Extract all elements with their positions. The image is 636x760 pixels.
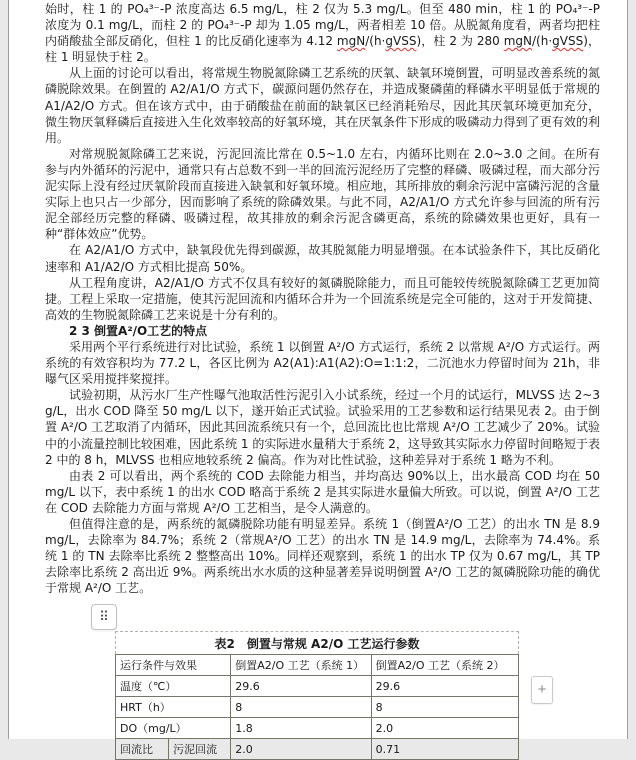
plus-icon: + (537, 681, 547, 699)
table-cell[interactable]: 2.0 (371, 718, 518, 739)
paragraph: 采用两个平行系统进行对比试验，系统 1 以倒置 A²/O 方式运行，系统 2 以常规 A²/O 方式运行。两系统的有效容积均为 77.2 L，各区比例为 A2(A1):A1(A2):O=1:1:2，二沉池水力停留时间为 21h，非曝气区采用搅拌桨搅拌。 (45, 339, 600, 387)
paragraph: 对常规脱氮除磷工艺来说，污泥回流比常在 0.5~1.0 左右，内循环比则在 2.0~3.0 之间。在所有参与内外循环的污泥中，通常只有占总数不到一半的回流污泥经历了完整的释磷、吸磷过程，而大部分污泥实际上没有经过厌氧阶段而直接进入缺氧和好氧环境。相应地，其所排放的剩余污泥中富磷污泥的含量实际上也只占一少部分，因而影响了系统的除磷效果。与此不同，A2/A1/O 方式允许参与回流的所有污泥全部经历完整的释磷、吸磷过程，故其排放的剩余污泥含磷更高，系统的除磷效果也更好，具有一种“群体效应”优势。 (45, 146, 600, 242)
table-drag-handle-button[interactable] (91, 604, 117, 630)
table-cell[interactable]: 污泥回流 (169, 739, 231, 760)
section-heading: 2 3 倒置A²/O工艺的特点 (69, 323, 208, 338)
document-page (8, 0, 628, 757)
spellcheck-flagged-word: gVSS (385, 34, 417, 49)
table-cell[interactable]: 1.8 (231, 718, 371, 739)
table-zone (45, 604, 600, 760)
table-wrap (115, 631, 519, 760)
data-table (115, 654, 519, 760)
table-row (116, 739, 519, 760)
paragraph: 在 A2/A1/O 方式中，缺氧段优先得到碳源，故其脱氮能力明显增强。在本试验条件下，其比反硝化速率和 A1/A2/O 方式相比提高 50%。 (45, 243, 600, 274)
paragraph: 始时，柱 1 的 PO₄³⁻-P 浓度高达 6.5 mg/L，柱 2 仅为 5.3 mg/L。但至 480 min，柱 1 的 PO₄³⁻-P 浓度为 0.1 mg/L，而柱 2 的 PO₄³⁻-P 却为 1.05 mg/L，两者相差 10 倍。从脱氮角度看，两者均把柱内硝酸盐全部反硝化，但柱 1 的比反硝化速率为 4.12 mgN/(h·gVSS)，柱 2 为 280 mgN/(h·gVSS)，柱 1 明显快于柱 2。 (45, 2, 600, 65)
paragraph: 从工程角度讲，A2/A1/O 方式不仅具有较好的氮磷脱除能力，而且可能较传统脱氮除磷工艺更加简捷。工程上采取一定措施，使其污泥回流和内循环合并为一个回流系统是完全可能的，这对于开发简捷、高效的生物脱氮除磷工艺来说是十分有利的。 (45, 275, 600, 322)
paragraphs (45, 1, 600, 596)
table-row (116, 697, 519, 718)
table-cell[interactable]: 8 (371, 697, 518, 718)
table-cell[interactable]: HRT（h） (116, 697, 231, 718)
add-button[interactable] (531, 676, 553, 704)
spellcheck-flagged-word: gVSS (552, 34, 584, 49)
spellcheck-flagged-word: mgN (503, 34, 532, 49)
paragraph: 从上面的讨论可以看出，将常规生物脱氮除磷工艺系统的厌氧、缺氧环境倒置，可明显改善系统的氮磷脱除效果。在倒置的 A2/A1/O 方式下，碳源问题仍然存在，并造成聚磷菌的释磷水平明显低于常规的 A1/A2/O 方式。但在该方式中，由于硝酸盐在前面的缺氧区已经消耗殆尽，因此其厌氧环境更加充分，微生物厌氧释磷后直接进入生化效率较高的好氧环境，其在厌氧条件下形成的吸磷动力得到了更有效的利用。 (45, 66, 600, 145)
table-row (116, 676, 519, 697)
table-cell[interactable]: 0.71 (371, 739, 518, 760)
table-cell[interactable]: 8 (231, 697, 371, 718)
table-header-cell[interactable]: 倒置A2/O 工艺（系统 1） (231, 655, 371, 676)
table-cell[interactable]: 温度（℃） (116, 676, 231, 697)
paragraph: 由表 2 可以看出，两个系统的 COD 去除能力相当，并均高达 90%以上，出水最高 COD 均在 50 mg/L 以下，表中系统 1 的出水 COD 略高于系统 2 是其实际进水量偏大所致。可以说，倒置 A²/O 工艺在 COD 去除能力方面与常规 A²/O 工艺相当，是令人满意的。 (45, 468, 600, 515)
table-cell[interactable]: 2.0 (231, 739, 371, 760)
table-cell[interactable]: 29.6 (371, 676, 518, 697)
table-caption: 表2 倒置与常规 A2/O 工艺运行参数 (115, 631, 519, 654)
table-cell[interactable]: DO（mg/L） (116, 718, 231, 739)
table-body (116, 676, 519, 760)
table-header-cell[interactable]: 运行条件与效果 (116, 655, 231, 676)
table-cell[interactable]: 回流比 (116, 739, 169, 760)
table-header-row (116, 655, 519, 676)
paragraph: 试验初期，从污水厂生产性曝气池取活性污泥引入小试系统，经过一个月的试运行，MLVSS 达 2~3 g/L，出水 COD 降至 50 mg/L 以下，遂开始正式试验。试验采用的工艺参数和运行结果见表 2。由于倒置 A²/O 工艺取消了内循环，因此其回流系统只有一个，总回流比也比常规 A²/O 工艺减少了 20%。试验中的小流量控制比较困难，因此系统 1 的实际进水量稍大于系统 2，这导致其实际水力停留时间略短于表 2 中的 8 h，MLVSS 也相应地较系统 2 偏高。作为对比性试验，这种差异对于系统 1 略为不利。 (45, 388, 600, 467)
table-row (116, 718, 519, 739)
spellcheck-flagged-word: mgN (336, 34, 366, 49)
table-header-cell[interactable]: 倒置A2/O 工艺（系统 2） (371, 655, 518, 676)
drag-handle-icon: ⠿ (99, 609, 109, 625)
document-content (9, 0, 627, 757)
paragraph: 但值得注意的是，两系统的氮磷脱除功能有明显差异。系统 1（倒置A²/O 工艺）的出水 TN 是 8.9mg/L，去除率为 84.7%；系统 2（常规A²/O 工艺）的出水 TN 是 14.9 mg/L，去除率为 74.4%。系统 1 的 TN 去除率比系统 2 整整高出 10%。同样还观察到，系统 1 的出水 TP 仅为 0.67 mg/L，其 TP 去除率比系统 2 高出近 9%。两系统出水水质的这种显著差异说明倒置 A²/O 工艺的氮磷脱除功能的确优于常规 A²/O 工艺。 (45, 517, 600, 596)
table-cell[interactable]: 29.6 (231, 676, 371, 697)
